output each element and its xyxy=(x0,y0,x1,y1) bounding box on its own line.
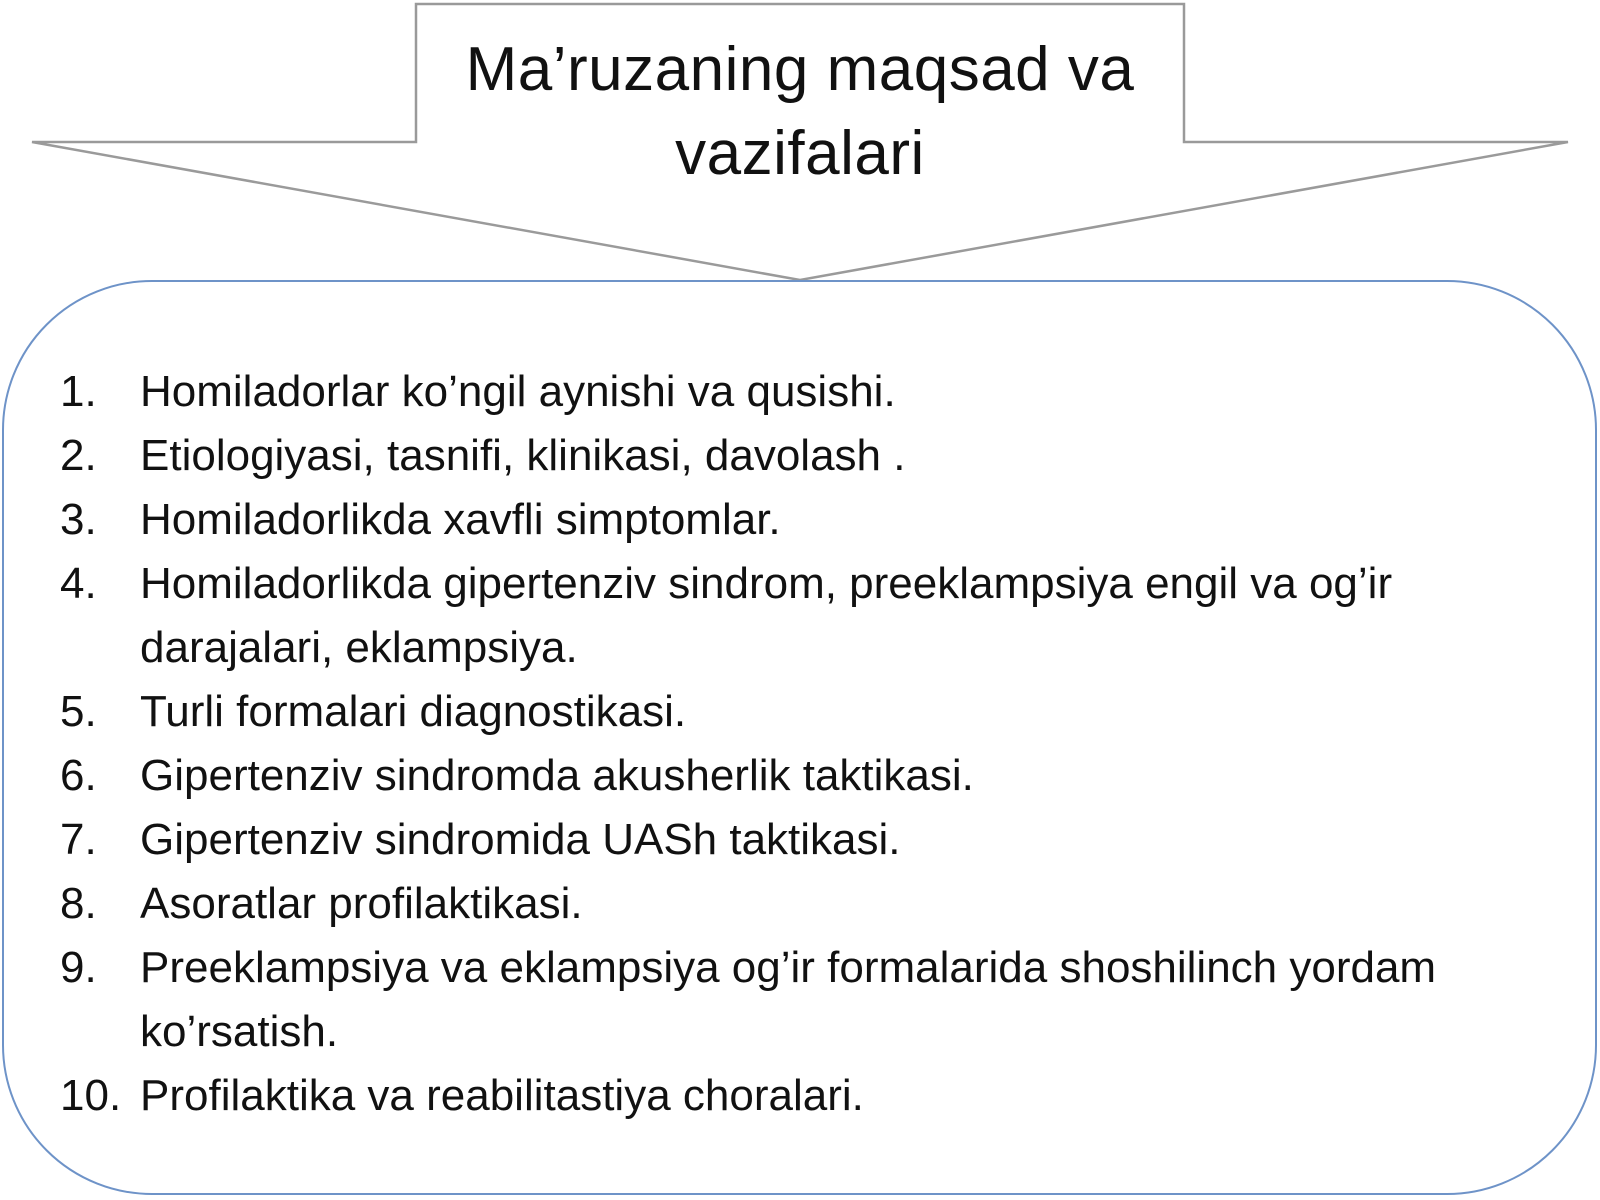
list-item-number: 8. xyxy=(60,879,97,928)
list-item xyxy=(60,1064,1560,1128)
list-item-number: 6. xyxy=(60,751,97,800)
list-item xyxy=(60,680,1560,744)
list-item-number: 1. xyxy=(60,367,97,416)
list-item-text: Homiladorlikda xavfli simptomlar. xyxy=(140,495,781,544)
list-item xyxy=(60,424,1560,488)
list-item xyxy=(60,360,1560,424)
list-item-number: 10. xyxy=(60,1071,122,1120)
list-item xyxy=(60,488,1560,552)
list-item-number: 4. xyxy=(60,559,97,608)
tasks-list xyxy=(60,360,1560,1128)
list-item xyxy=(60,808,1560,872)
list-item-text: Homiladorlikda gipertenziv sindrom, preeklampsiya engil va og’ir darajalari, eklampsiya. xyxy=(140,559,1393,672)
list-item-number: 9. xyxy=(60,943,97,992)
list-item xyxy=(60,744,1560,808)
slide-title-line-1: Ma’ruzaning maqsad va xyxy=(465,35,1135,104)
list-item-text: Etiologiyasi, tasnifi, klinikasi, davolash . xyxy=(140,431,906,480)
list-item-text: Homiladorlar ko’ngil aynishi va qusishi. xyxy=(140,367,896,416)
list-item-text: Preeklampsiya va eklampsiya og’ir formalarida shoshilinch yordam ko’rsatish. xyxy=(140,943,1437,1056)
list-item xyxy=(60,552,1560,680)
slide-title xyxy=(416,28,1184,196)
list-item-number: 2. xyxy=(60,431,97,480)
list-item-text: Turli formalari diagnostikasi. xyxy=(140,687,687,736)
list-item xyxy=(60,936,1560,1064)
list-item-text: Profilaktika va reabilitastiya choralari. xyxy=(140,1071,864,1120)
slide-title-line-2: vazifalari xyxy=(675,119,925,188)
list-item-text: Gipertenziv sindromda akusherlik taktikasi. xyxy=(140,751,974,800)
list-item xyxy=(60,872,1560,936)
list-item-number: 5. xyxy=(60,687,97,736)
list-item-number: 3. xyxy=(60,495,97,544)
list-item-text: Asoratlar profilaktikasi. xyxy=(140,879,583,928)
list-item-text: Gipertenziv sindromida UASh taktikasi. xyxy=(140,815,901,864)
list-item-number: 7. xyxy=(60,815,97,864)
